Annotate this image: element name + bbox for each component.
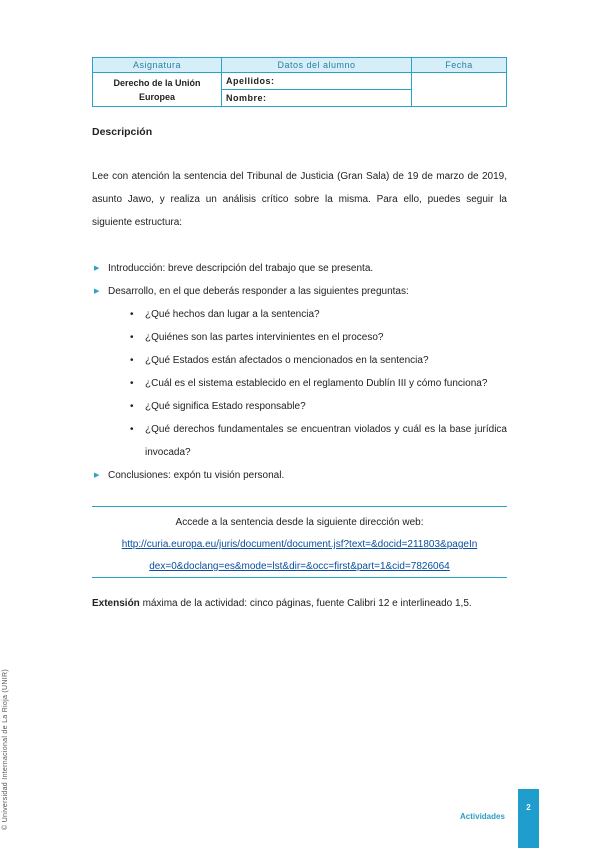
sentence-link-line1[interactable]: http://curia.europa.eu/juris/document/document.jsf?text=&docid=211803&pageIn (121, 539, 478, 550)
date-field (412, 73, 507, 107)
surname-field: Apellidos: (222, 73, 412, 90)
list-item: ▶ Introducción: breve descripción del trabajo que se presenta. (92, 257, 507, 280)
question-item: • ¿Cuál es el sistema establecido en el reglamento Dublín III y cómo funciona? (108, 372, 507, 395)
header-table (92, 57, 507, 107)
question-item: • ¿Quiénes son las partes intervinientes en el proceso? (108, 326, 507, 349)
list-item: ▶ Desarrollo, en el que deberás responder a las siguientes preguntas: • ¿Qué hechos dan lugar a la sentencia? • ¿Quiénes son las partes intervinientes en el proceso? • ¿Qué Estados están afectados o mencionados en la sentencia? • ¿Cuál es el sistema establecido en el reglamento Dublín III y cómo funciona? • ¿Qué significa Estado responsable? • ¿Qué derechos fundamentales se encuentran violados y cuál es la base jurídica invocada? (92, 280, 507, 464)
bullet-dot-icon: • (130, 309, 134, 320)
bullet-dot-icon: • (130, 401, 134, 412)
page-number: 2 (518, 789, 539, 848)
extension-label: Extensión (92, 598, 140, 609)
bullet-dot-icon: • (130, 424, 134, 435)
sentence-link-line2[interactable]: dex=0&doclang=es&mode=lst&dir=&occ=first&part=1&cid=7826064 (149, 561, 450, 572)
name-field: Nombre: (222, 90, 412, 107)
questions-list (108, 303, 507, 464)
link-box (92, 506, 507, 578)
question-item: • ¿Qué derechos fundamentales se encuentran violados y cuál es la base jurídica invocada? (108, 418, 507, 464)
question-item: • ¿Qué hechos dan lugar a la sentencia? (108, 303, 507, 326)
list-item: ▶ Conclusiones: expón tu visión personal. (92, 464, 507, 487)
bullet-dot-icon: • (130, 378, 134, 389)
triangle-bullet-icon: ▶ (94, 288, 100, 295)
triangle-bullet-icon: ▶ (94, 265, 100, 272)
copyright-text: © Universidad Internacional de La Rioja (UNIR) (2, 669, 9, 830)
section-label: Actividades (460, 812, 505, 821)
link-label: Accede a la sentencia desde la siguiente dirección web: (175, 517, 424, 528)
col-student-header: Datos del alumno (222, 58, 412, 73)
extension-note (92, 598, 512, 609)
question-item: • ¿Qué Estados están afectados o mencionados en la sentencia? (108, 349, 507, 372)
bullet-dot-icon: • (130, 332, 134, 343)
structure-list (92, 257, 507, 487)
bullet-dot-icon: • (130, 355, 134, 366)
subject-name: Derecho de la Unión Europea (93, 73, 222, 107)
description-title: Descripción (92, 126, 153, 138)
question-item: • ¿Qué significa Estado responsable? (108, 395, 507, 418)
col-subject-header: Asignatura (93, 58, 222, 73)
intro-paragraph: Lee con atención la sentencia del Tribunal de Justicia (Gran Sala) de 19 de marzo de 2019, asunto Jawo, y realiza un análisis crítico sobre la misma. Para ello, puedes seguir la siguiente estructura: (92, 171, 507, 228)
col-date-header: Fecha (412, 58, 507, 73)
extension-text: máxima de la actividad: cinco páginas, fuente Calibri 12 e interlineado 1,5. (139, 598, 472, 609)
triangle-bullet-icon: ▶ (94, 472, 100, 479)
